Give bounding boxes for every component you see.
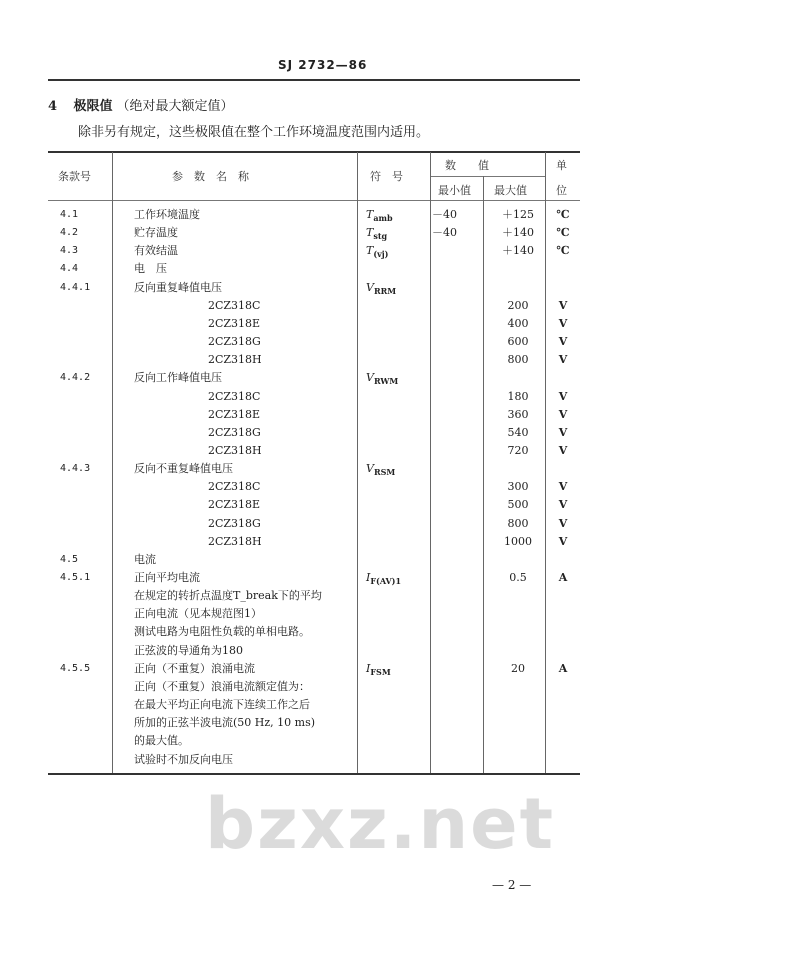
model-name: 2CZ318H [208,534,262,548]
max-value: 0.5 [509,571,527,584]
min-value: －40 [432,208,457,221]
table-row [48,333,580,351]
table-row [48,515,580,533]
table-row [48,569,580,587]
max-value: ＋125 [502,208,534,221]
parameter-name: 电 压 [134,262,167,276]
model-name: 2CZ318G [208,335,261,349]
clause-number: 4.4 [60,263,79,275]
model-name: 2CZ318C [208,298,261,312]
table-row [48,242,580,260]
value-sub-rule [430,176,545,177]
model-name: 2CZ318G [208,516,261,530]
max-value: 600 [507,335,529,349]
table-row [48,732,580,750]
max-value: 300 [507,480,529,494]
table-row [48,496,580,514]
clause-number: 4.3 [60,245,79,257]
section-title: 极限值 [73,99,113,114]
table-row [48,623,580,641]
section-intro: 除非另有规定，这些极限值在整个工作环境温度范围内适用。 [78,125,430,140]
table-row [48,587,580,605]
symbol-subscript: RRM [373,285,397,296]
table-row [48,478,580,496]
header-clause-no: 条款号 [58,170,91,183]
clause-number: 4.1 [60,209,79,220]
unit: V [558,498,568,512]
clause-number: 4.5.5 [60,662,91,674]
unit: V [558,335,568,349]
table-row [48,533,580,551]
max-value: 720 [507,443,529,457]
header-max: 最大值 [494,184,527,197]
max-value: ＋140 [502,226,534,240]
unit: A [558,661,568,675]
unit: V [558,298,568,312]
table-row [48,351,580,369]
table-row [48,660,580,678]
section-heading [48,95,233,114]
parameter-name: 测试电路为电阻性负载的单相电路。 [134,625,310,639]
clause-number: 4.4.1 [60,281,91,293]
model-name: 2CZ318C [208,389,261,403]
header-unit-top: 单 [556,159,567,172]
table-row [48,442,580,460]
symbol-main: V [366,462,374,476]
model-name: 2CZ318C [208,480,261,494]
max-value: 20 [511,661,525,675]
max-value: ＋140 [502,244,534,258]
unit: V [558,480,568,494]
parameter-name: 在规定的转折点温度T_break下的平均 [134,589,322,603]
clause-number: 4.2 [60,227,79,239]
header-unit-bottom: 位 [556,184,567,197]
parameter-name: 所加的正弦半波电流(50 Hz, 10 ms) [134,716,316,730]
table-row [48,406,580,424]
table-row [48,696,580,714]
symbol-subscript: FSM [370,666,391,677]
parameter-name: 反向不重复峰值电压 [134,462,233,476]
symbol-subscript: RSM [373,467,396,478]
table-row [48,224,580,242]
min-value: －40 [432,226,457,240]
max-value: 180 [507,389,529,403]
table-top-rule [48,151,580,153]
max-value: 540 [507,425,529,439]
symbol-main: T [366,208,374,221]
table-row [48,369,580,387]
symbol-main: V [366,371,374,385]
page-number: — 2 — [492,878,532,892]
symbol-subscript: F(AV)1 [370,576,402,587]
unit: V [558,534,568,548]
unit: V [558,316,568,330]
table-row [48,424,580,442]
max-value: 1000 [504,534,532,548]
parameter-name: 反向工作峰值电压 [134,371,222,385]
table-row [48,206,580,224]
max-value: 800 [507,353,529,367]
unit: ℃ [556,208,570,221]
table-row [48,714,580,732]
header-param-name: 参 数 名 称 [172,170,249,183]
clause-number: 4.5.1 [60,572,91,583]
table-bottom-rule [48,773,580,775]
model-name: 2CZ318H [208,443,262,457]
max-value: 360 [507,407,529,421]
unit: V [558,443,568,457]
unit: V [558,516,568,530]
parameter-name: 正向平均电流 [134,571,200,584]
unit: ℃ [556,226,570,240]
watermark: bzxz.net [205,783,556,865]
section-number: 4 [48,99,58,114]
max-value: 500 [507,498,529,512]
unit: V [558,389,568,403]
symbol-subscript: stg [373,231,388,242]
parameter-name: 有效结温 [134,244,178,258]
header-rule [48,79,580,81]
header-symbol: 符 号 [370,170,403,183]
symbol-subscript: (vj) [373,249,389,260]
model-name: 2CZ318E [208,498,261,512]
clause-number: 4.4.2 [60,372,91,384]
table-row [48,460,580,478]
parameter-name: 电流 [134,552,156,566]
symbol-main: T [366,226,374,240]
table-row [48,279,580,297]
table-row [48,551,580,569]
table-header-rule [48,200,580,201]
unit: ℃ [556,244,570,258]
model-name: 2CZ318H [208,353,262,367]
table-row [48,751,580,769]
parameter-name: 贮存温度 [134,226,178,240]
parameter-name: 正向（不重复）浪涌电流 [134,661,255,675]
unit: V [558,425,568,439]
clause-number: 4.4.3 [60,463,91,475]
header-min: 最小值 [438,184,471,197]
table-row [48,605,580,623]
clause-number: 4.5 [60,553,79,565]
model-name: 2CZ318E [208,316,261,330]
parameter-name: 试验时不加反向电压 [134,752,233,766]
table-row [48,297,580,315]
symbol-main: V [366,280,374,294]
symbol-main: I [366,661,371,675]
parameter-name: 的最大值。 [134,734,189,748]
unit: A [558,571,568,584]
symbol-main: T [366,244,374,258]
parameter-name: 正弦波的导通角为180 [134,643,243,657]
parameter-name: 正向电流（见本规范图1） [134,607,262,621]
symbol-main: I [366,571,371,584]
parameter-name: 在最大平均正向电流下连续工作之后 [134,698,310,712]
table-row [48,678,580,696]
max-value: 400 [507,316,529,330]
section-subtitle: （绝对最大额定值） [116,99,234,114]
table-row [48,260,580,278]
header-value: 数 值 [445,159,489,172]
model-name: 2CZ318G [208,425,261,439]
parameter-name: 正向（不重复）浪涌电流额定值为： [134,679,310,693]
max-value: 800 [507,516,529,530]
model-name: 2CZ318E [208,407,261,421]
document-code: SJ 2732—86 [278,58,368,72]
symbol-subscript: RWM [373,376,399,387]
max-value: 200 [507,298,529,312]
parameter-name: 工作环境温度 [134,208,200,221]
symbol-subscript: amb [373,213,393,224]
table-row [48,642,580,660]
table-row [48,315,580,333]
parameter-name: 反向重复峰值电压 [134,280,222,294]
unit: V [558,407,568,421]
unit: V [558,353,568,367]
table-row [48,388,580,406]
